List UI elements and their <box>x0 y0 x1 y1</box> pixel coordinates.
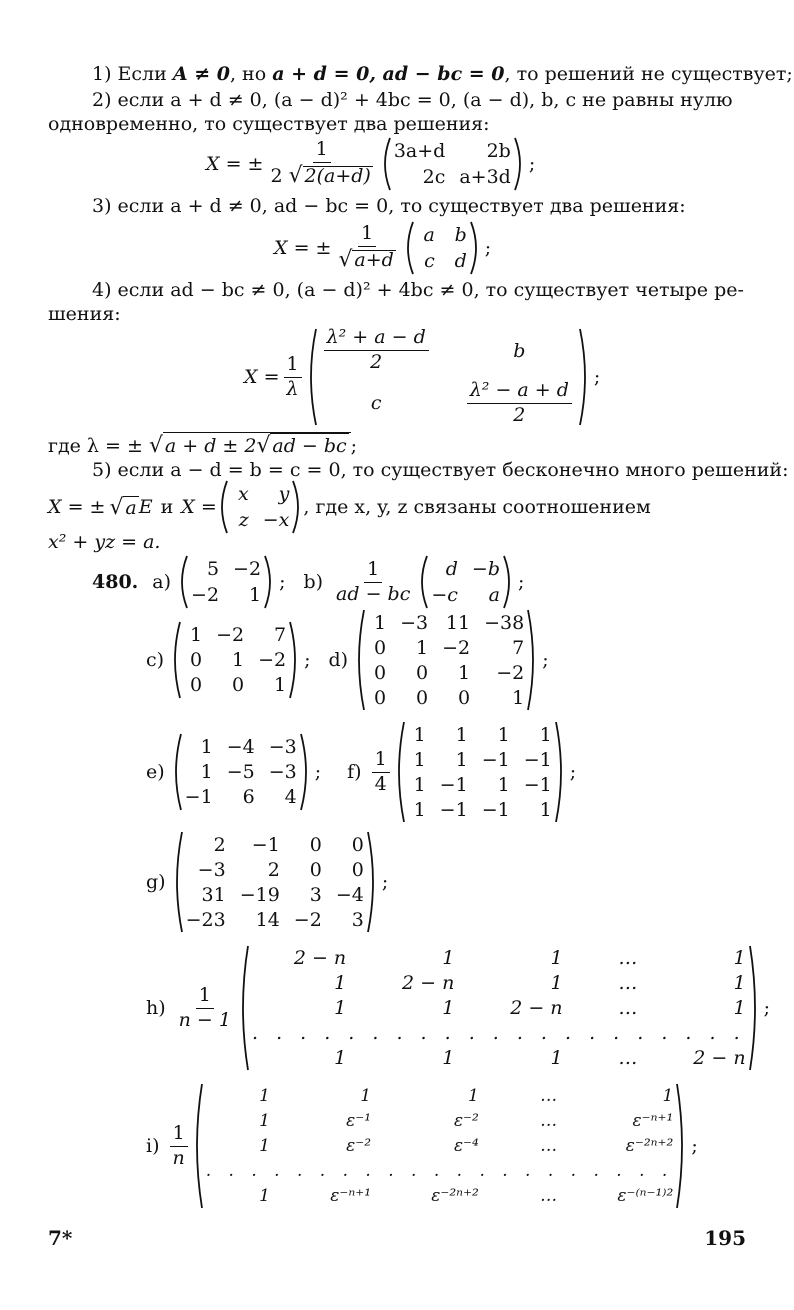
answer-f-matrix <box>394 720 566 824</box>
matrix-cell: 0 <box>373 636 387 659</box>
answer-ef: e) 1 −4 −3 1 −5 −3 −1 6 4 ; f) $\frac{1}{4}$ 1 1 1 1 1 1 −1 −1 1 −1 1 −1 1 −1 −1 1 ; <box>146 722 576 822</box>
matrix-cell: x <box>238 483 249 505</box>
case-3-formula-lhs: X = ± <box>274 237 332 259</box>
case-3-fraction <box>335 224 398 272</box>
answer-i-fraction: $\frac{1}{n}$ <box>170 1124 188 1169</box>
lambda-root: a + d ± 2√ ad − bc <box>163 432 351 458</box>
matrix-cell: −2 <box>233 558 262 580</box>
matrix-cell: 0 <box>373 661 387 684</box>
case-3-formula <box>274 218 491 278</box>
matrix-cell: d <box>445 558 458 580</box>
matrix-cell: ε⁻² <box>453 1111 479 1132</box>
matrix-cell: 3 <box>351 908 364 931</box>
matrix-cell: 1 <box>413 798 426 821</box>
matrix-cell: ε⁻²ⁿ⁺² <box>431 1185 479 1206</box>
matrix-cell: −2 <box>442 636 471 659</box>
matrix-cell: … <box>618 996 638 1019</box>
matrix-cell: 2 − n <box>693 1046 746 1069</box>
matrix-right-paren <box>299 732 311 812</box>
case-4-lambda-def: где λ = ± √ a + d ± 2√ ad − bc ; <box>48 433 358 458</box>
case-2-formula-lhs: X = ± <box>206 153 264 175</box>
matrix-cell: 1 <box>442 1046 455 1069</box>
case-5-and: и <box>160 496 174 518</box>
case-4-frac-den: λ <box>286 377 299 400</box>
matrix-cell: 1 <box>442 947 455 970</box>
matrix-cell: −3 <box>197 858 226 881</box>
case-4-end: ; <box>593 366 601 388</box>
matrix-right-paren <box>291 479 303 535</box>
matrix-cell: 1 <box>274 674 287 697</box>
matrix-cell: −1 <box>523 773 552 796</box>
matrix-cell: 1 <box>413 723 426 746</box>
right-parenthesis <box>288 620 300 700</box>
left-parenthesis <box>354 608 366 712</box>
matrix-left-paren <box>380 136 392 192</box>
matrix-cell: … <box>618 1046 638 1069</box>
matrix-cell: 1 <box>231 648 245 671</box>
matrix-cell: 2c <box>422 166 446 188</box>
matrix-right-paren <box>263 554 275 610</box>
answer-g-label: g) <box>146 871 166 893</box>
case-4-frac-num: 1 <box>284 355 302 378</box>
answer-g: g) 2 −1 0 0 −3 2 0 0 31 −19 3 −4 −23 14 −2 3 ; <box>146 832 388 932</box>
matrix-right-paren <box>469 220 481 276</box>
case-1-condition-2: a + d = 0, ad − bc = 0 <box>272 63 505 85</box>
matrix-cell: 1 <box>248 584 262 606</box>
matrix-cell: 7 <box>274 623 287 646</box>
case-2-end: ; <box>528 153 536 175</box>
left-parenthesis <box>171 732 183 812</box>
answer-c-label: c) <box>146 649 165 671</box>
case-2-fraction <box>267 140 375 188</box>
matrix-cell: 0 <box>416 661 429 684</box>
matrix-cell: ε⁻²ⁿ⁺² <box>625 1135 674 1156</box>
right-parenthesis <box>513 136 525 192</box>
matrix-grid <box>184 830 366 934</box>
matrix-right-paren <box>748 944 760 1072</box>
answer-f-fraction: $\frac{1}{4}$ <box>372 750 390 795</box>
matrix-cell: a <box>488 584 500 606</box>
matrix-cell: y <box>278 483 290 505</box>
matrix-right-paren <box>554 720 566 824</box>
matrix-cell: 2 − n <box>293 947 347 970</box>
case-4-m12: b <box>513 339 526 362</box>
answer-f-label: f) <box>347 761 362 783</box>
matrix-cell: −2 <box>496 661 525 684</box>
answer-g-matrix <box>172 830 378 934</box>
matrix-cell: 2b <box>486 140 511 162</box>
right-parenthesis <box>748 944 760 1072</box>
matrix-cell: 1 <box>334 972 347 995</box>
case-3-den-root: a+d <box>354 249 394 271</box>
answer-cd: c) 1 −2 7 0 1 −2 0 0 1 ; d) 1 −3 11 −38 0 1 −2 7 0 0 1 −2 0 0 0 1 ; <box>146 610 549 710</box>
matrix-cell: −1 <box>251 833 280 856</box>
answer-i-label: i) <box>146 1135 160 1157</box>
matrix-grid <box>189 554 263 610</box>
matrix-cell: … <box>540 1185 558 1206</box>
matrix-cell: 1 <box>455 723 468 746</box>
right-parenthesis <box>469 220 481 276</box>
page-number: 195 <box>704 1226 746 1250</box>
matrix-cell: 7 <box>512 636 525 659</box>
matrix-cell: −1 <box>481 748 510 771</box>
matrix-cell: 1 <box>189 623 203 646</box>
answer-e-matrix <box>171 732 311 812</box>
matrix-cell: 1 <box>259 1111 270 1132</box>
matrix-cell: … <box>540 1135 558 1156</box>
matrix-cell: ε⁻² <box>346 1135 372 1156</box>
right-parenthesis <box>502 554 514 610</box>
matrix-cell: 1 <box>539 723 552 746</box>
matrix-cell: ε⁻⁴ <box>453 1135 479 1156</box>
matrix-cell: −1 <box>439 773 468 796</box>
matrix-cell: 0 <box>231 674 245 697</box>
signature-mark: 7* <box>48 1226 73 1250</box>
matrix-cell: 5 <box>206 558 220 580</box>
case-4-matrix <box>306 325 590 429</box>
matrix-cell: −2 <box>191 584 220 606</box>
matrix-cell: 0 <box>189 648 203 671</box>
matrix-grid <box>204 1082 676 1210</box>
matrix-right-paren <box>288 620 300 700</box>
answer-b-label: b) <box>303 571 324 593</box>
left-parenthesis <box>170 620 182 700</box>
matrix-cell: 0 <box>351 833 364 856</box>
case-2-line-1: 2) если a + d ≠ 0, (a − d)² + 4bc = 0, (a − d), b, c не равны нулю <box>92 89 733 111</box>
matrix-cell: −23 <box>185 908 226 931</box>
answer-d-matrix <box>354 608 538 712</box>
matrix-cell: d <box>454 250 467 272</box>
case-2-line-2: одновременно, то существует два решения: <box>48 113 490 135</box>
matrix-cell: −x <box>262 509 290 531</box>
case-4-m21: c <box>370 392 382 415</box>
right-parenthesis <box>675 1082 687 1210</box>
left-parenthesis <box>380 136 392 192</box>
lambda-prefix: где λ = ± <box>48 435 143 457</box>
matrix-cell: 2 − n <box>402 972 455 995</box>
right-parenthesis <box>526 608 538 712</box>
matrix-left-paren <box>417 554 429 610</box>
matrix-cell: 0 <box>189 674 203 697</box>
matrix-cell: 0 <box>309 833 322 856</box>
matrix-cell: 1 <box>413 773 426 796</box>
case-5-line-2: X = ± √ a E и X = x y z −x , где x, y, z связаны соотношением <box>48 482 748 532</box>
matrix-cell: 1 <box>733 996 746 1019</box>
matrix-cell: 4 <box>284 786 297 809</box>
matrix-left-paren <box>172 830 184 934</box>
matrix-left-paren <box>170 620 182 700</box>
right-parenthesis <box>554 720 566 824</box>
case-5-x2-prefix: X = <box>181 496 217 518</box>
matrix-cell: z <box>238 509 249 531</box>
matrix-cell: −3 <box>268 760 297 783</box>
matrix-cell: 0 <box>309 858 322 881</box>
case-5-line-1: 5) если a − d = b = c = 0, то существует бесконечно много решений: <box>92 459 789 481</box>
case-1-lead: 1) Если <box>92 63 167 85</box>
right-parenthesis <box>578 327 590 427</box>
case-5-matrix <box>217 479 304 535</box>
matrix-cell: 3 <box>309 883 322 906</box>
matrix-ellipsis-row: . . . . . . . . . . . . . . . . . . . . . <box>251 1021 746 1044</box>
case-3-matrix <box>403 220 481 276</box>
problem-number: 480. <box>92 571 139 593</box>
matrix-left-paren <box>217 479 229 535</box>
case-2-frac-num: 1 <box>313 140 331 163</box>
matrix-cell: −3 <box>268 735 297 758</box>
case-2-formula <box>206 134 535 194</box>
matrix-cell: −1 <box>439 798 468 821</box>
matrix-cell: 1 <box>733 972 746 995</box>
matrix-cell: ε⁻ⁿ⁺¹ <box>632 1111 674 1132</box>
left-parenthesis <box>306 327 318 427</box>
case-1-text <box>92 62 793 86</box>
case-2-den-coef: 2 <box>270 165 283 187</box>
case-5-line-3: x² + yz = a. <box>48 531 161 553</box>
matrix-cell: 1 <box>550 947 563 970</box>
matrix-left-paren <box>238 944 250 1072</box>
matrix-cell: 1 <box>497 773 510 796</box>
matrix-cell: 0 <box>351 858 364 881</box>
matrix-cell: −1 <box>184 786 213 809</box>
matrix-cell: 1 <box>458 661 471 684</box>
case-4-line-2: шения: <box>48 303 121 325</box>
matrix-cell: 1 <box>468 1086 479 1107</box>
matrix-cell: 0 <box>458 686 471 709</box>
matrix-cell: −b <box>471 558 500 580</box>
right-parenthesis <box>291 479 303 535</box>
matrix-cell: 14 <box>255 908 280 931</box>
matrix-grid <box>250 944 748 1072</box>
matrix-cell: 1 <box>334 996 347 1019</box>
matrix-cell: 1 <box>200 735 213 758</box>
left-parenthesis <box>217 479 229 535</box>
matrix-cell: 1 <box>442 996 455 1019</box>
matrix-cell: 1 <box>259 1135 270 1156</box>
matrix-cell: 1 <box>373 611 387 634</box>
matrix-cell: … <box>540 1086 558 1107</box>
case-4-formula <box>244 326 600 428</box>
matrix-cell: 1 <box>259 1086 270 1107</box>
case-5-x1-suffix: E <box>138 496 153 518</box>
case-3-end: ; <box>484 237 492 259</box>
matrix-cell: 11 <box>445 611 471 634</box>
matrix-cell: 1 <box>550 1046 563 1069</box>
matrix-cell: 0 <box>416 686 429 709</box>
matrix-cell: 2 <box>213 833 226 856</box>
matrix-cell: … <box>618 972 638 995</box>
matrix-cell: 1 <box>539 798 552 821</box>
answer-e-label: e) <box>146 761 165 783</box>
matrix-cell: −38 <box>484 611 525 634</box>
answer-h-fraction: $\frac{1}{n - 1}$ <box>178 983 231 1031</box>
matrix-left-paren <box>354 608 366 712</box>
left-parenthesis <box>394 720 406 824</box>
matrix-cell: 1 <box>413 748 426 771</box>
matrix-cell: 0 <box>373 686 387 709</box>
left-parenthesis <box>417 554 429 610</box>
answer-b-fraction: $\frac{1}{ad - bc}$ <box>336 557 411 605</box>
right-parenthesis <box>366 830 378 934</box>
matrix-cell: ε⁻ⁿ⁺¹ <box>330 1185 372 1206</box>
matrix-cell: −4 <box>226 735 255 758</box>
matrix-left-paren <box>394 720 406 824</box>
matrix-grid <box>366 608 526 712</box>
case-1-condition: A ≠ 0 <box>172 63 230 85</box>
left-parenthesis <box>177 554 189 610</box>
case-1-mid: , но <box>229 63 267 85</box>
matrix-cell: −4 <box>335 883 364 906</box>
matrix-cell: 1 <box>733 947 746 970</box>
matrix-cell: 6 <box>242 786 255 809</box>
matrix-right-paren <box>366 830 378 934</box>
answer-i-matrix <box>192 1082 688 1210</box>
case-4-m22: $\frac{\text{λ² − a + d}}{2}$ <box>467 381 572 426</box>
matrix-right-paren <box>675 1082 687 1210</box>
matrix-cell: −3 <box>400 611 429 634</box>
answer-h-label: h) <box>146 997 166 1019</box>
matrix-right-paren <box>513 136 525 192</box>
case-4-fraction <box>284 352 302 400</box>
matrix-cell: −c <box>431 584 458 606</box>
left-parenthesis <box>172 830 184 934</box>
matrix-grid <box>429 554 502 610</box>
case-5-x1-prefix: X = ± <box>48 496 106 518</box>
right-parenthesis <box>299 732 311 812</box>
matrix-grid <box>182 620 288 700</box>
matrix-right-paren <box>526 608 538 712</box>
answer-480-ab: 480. a) 5 −2 −2 1 ; b) $\frac{1}{ad - bc}$ d −b −c a ; <box>92 556 524 608</box>
case-3-frac-den: √ a+d <box>338 247 394 272</box>
matrix-left-paren <box>171 732 183 812</box>
matrix-grid <box>415 220 469 276</box>
matrix-right-paren <box>502 554 514 610</box>
matrix-cell: 1 <box>497 723 510 746</box>
matrix-cell: 1 <box>416 636 429 659</box>
matrix-cell: c <box>424 250 435 272</box>
answer-b-matrix <box>417 554 514 610</box>
matrix-cell: … <box>618 947 638 970</box>
matrix-cell: −2 <box>216 623 245 646</box>
answer-a-label: a) <box>152 571 172 593</box>
case-2-frac-den: 2 √ 2(a+d) <box>270 163 371 188</box>
answer-h: h) $\frac{1}{n - 1}$ 2 − n 1 1 … 1 1 2 − n 1 … 1 1 1 2 − n … 1 . . . . . . . . . . . . . . . . . . . . . 1 1 1 … 2 − n ; <box>146 944 770 1072</box>
matrix-cell: −2 <box>258 648 287 671</box>
case-3-line-1: 3) если a + d ≠ 0, ad − bc = 0, то существует два решения: <box>92 195 686 217</box>
matrix-cell: −5 <box>226 760 255 783</box>
case-5-x1-root: a <box>125 496 137 519</box>
matrix-cell: 1 <box>360 1086 372 1107</box>
case-2-den-root: 2(a+d) <box>304 165 371 187</box>
left-parenthesis <box>192 1082 204 1210</box>
matrix-left-paren <box>177 554 189 610</box>
right-parenthesis <box>263 554 275 610</box>
matrix-cell: −1 <box>523 748 552 771</box>
answer-i: i) $\frac{1}{n}$ 1 1 1 … 1 1 ε⁻¹ ε⁻² … ε⁻ⁿ⁺¹ 1 ε⁻² ε⁻⁴ … ε⁻²ⁿ⁺² . . . . . . . . . . . . . . . . . . . . . 1 ε⁻ⁿ⁺¹ ε⁻²ⁿ⁺² … ε⁻⁽ⁿ⁻¹⁾² ; <box>146 1080 698 1212</box>
case-3-frac-num: 1 <box>358 224 376 247</box>
matrix-cell: 1 <box>334 1046 347 1069</box>
matrix-cell: −2 <box>293 908 322 931</box>
matrix-cell: b <box>454 224 467 246</box>
matrix-ellipsis-row: . . . . . . . . . . . . . . . . . . . . . <box>205 1160 674 1181</box>
matrix-cell: 1 <box>662 1086 674 1107</box>
case-4-line-1: 4) если ad − bc ≠ 0, (a − d)² + 4bc ≠ 0, то существует четыре ре- <box>92 279 744 301</box>
matrix-cell: a <box>423 224 435 246</box>
left-parenthesis <box>403 220 415 276</box>
matrix-left-paren <box>403 220 415 276</box>
matrix-left-paren <box>192 1082 204 1210</box>
matrix-cell: 31 <box>201 883 226 906</box>
case-4-formula-lhs: X = <box>244 366 280 388</box>
matrix-grid <box>392 136 513 192</box>
matrix-cell: 2 − n <box>510 996 563 1019</box>
matrix-cell: ε⁻⁽ⁿ⁻¹⁾² <box>617 1185 674 1206</box>
matrix-grid <box>183 732 299 812</box>
answer-a-matrix <box>177 554 275 610</box>
matrix-grid <box>406 720 554 824</box>
case-4-m11: $\frac{\text{λ² + a − d}}{2}$ <box>324 328 429 373</box>
answer-c-matrix <box>170 620 300 700</box>
matrix-cell: 1 <box>259 1185 270 1206</box>
matrix-cell: 1 <box>550 972 563 995</box>
matrix-cell: … <box>540 1111 558 1132</box>
answer-h-matrix <box>238 944 760 1072</box>
matrix-cell: −19 <box>239 883 280 906</box>
matrix-cell: 2 <box>267 858 280 881</box>
left-parenthesis <box>238 944 250 1072</box>
answer-d-label: d) <box>328 649 349 671</box>
matrix-cell: 1 <box>455 748 468 771</box>
matrix-cell: a+3d <box>459 166 511 188</box>
matrix-cell: 3a+d <box>393 140 446 162</box>
case-1-tail: , то решений не существует; <box>504 63 793 85</box>
matrix-cell: ε⁻¹ <box>346 1111 372 1132</box>
case-2-matrix <box>380 136 525 192</box>
matrix-cell: 1 <box>512 686 525 709</box>
matrix-cell: 1 <box>200 760 213 783</box>
case-5-tail: , где x, y, z связаны соотношением <box>303 496 651 518</box>
matrix-cell: −1 <box>481 798 510 821</box>
matrix-grid <box>229 479 292 535</box>
